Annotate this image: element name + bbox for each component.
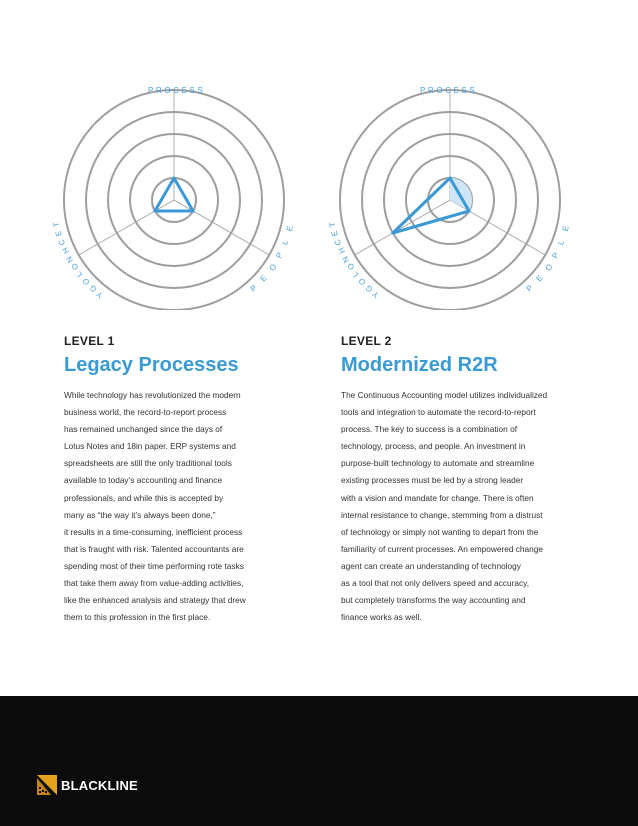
body-line: many as “the way it’s always been done,”: [64, 509, 216, 520]
axis-label-process: PROCESS: [420, 86, 478, 95]
level-2-body: [341, 387, 581, 626]
axis-label-letter: L: [350, 269, 361, 280]
body-line: The Continuous Accounting model utilizes individualized: [341, 390, 548, 400]
body-line: Lotus Notes and 18in paper. ERP systems and: [64, 441, 236, 452]
axis-label-letter: Y: [370, 288, 381, 300]
axis-label-letter: L: [74, 269, 85, 280]
axis-label-letter: O: [357, 276, 368, 287]
body-line: of technology or simply not wanting to depart from the: [341, 526, 539, 537]
level-1-body: [64, 387, 304, 626]
level-1-section: [64, 334, 304, 626]
axis-label-letter: G: [87, 282, 99, 294]
axis-label-letter: H: [60, 246, 71, 256]
body-line: that is fraught with risk. Talented accountants are: [64, 543, 244, 554]
body-line: tools and integration to automate the record-to-report: [341, 407, 536, 418]
body-line: that take them away from value-adding activities,: [64, 578, 244, 589]
body-line: like the enhanced analysis and strategy that drew: [64, 595, 246, 606]
body-line: While technology has revolutionized the modern: [64, 390, 241, 400]
axis-label-letter: G: [363, 282, 375, 294]
radar-chart-level-1: [34, 70, 314, 310]
axis-label-letter: O: [267, 262, 279, 273]
axis-label-people: [34, 70, 314, 310]
axis-label-letter: N: [340, 254, 352, 264]
axis-label-people: [310, 70, 590, 310]
body-line: spreadsheets are still the only traditional tools: [64, 458, 232, 469]
body-line: agent can create an understanding of technology: [341, 560, 521, 571]
level-2-title: Modernized R2R: [341, 354, 498, 376]
axis-label-letter: Y: [94, 288, 105, 300]
axis-label-letter: T: [51, 221, 61, 228]
body-line: professionals, and while this is accepted by: [64, 492, 224, 503]
axis-label-letter: O: [81, 276, 92, 287]
body-line: with a vision and mandate for change. There is often: [341, 492, 534, 503]
axis-label-letter: E: [258, 273, 270, 284]
axis-label-letter: H: [336, 246, 347, 256]
level-1-label: LEVEL 1: [64, 334, 115, 348]
axis-label-letter: P: [274, 250, 286, 260]
body-line: finance works as well.: [341, 612, 422, 623]
axis-label-letter: L: [556, 238, 567, 246]
body-line: business world, the record-to-report process: [64, 407, 227, 418]
body-line: internal resistance to change, stemming from a distrust: [341, 509, 543, 520]
axis-label-letter: P: [248, 283, 259, 294]
axis-label-letter: P: [524, 283, 535, 294]
axis-label-letter: N: [64, 254, 76, 264]
axis-label-letter: E: [561, 224, 572, 233]
axis-label-letter: C: [332, 237, 344, 247]
level-1-title: Legacy Processes: [64, 354, 239, 376]
blackline-logo-icon: [37, 775, 57, 795]
axis-label-letter: O: [345, 261, 357, 273]
axis-label-letter: E: [534, 273, 546, 284]
axis-label-letter: E: [329, 229, 340, 238]
body-line: them to this profession in the first place.: [64, 612, 211, 623]
radar-chart-level-2: [310, 70, 590, 310]
blackline-logo: [37, 774, 138, 796]
axis-label-letter: T: [327, 221, 337, 228]
body-line: available to today’s accounting and finance: [64, 475, 223, 486]
level-2-label: LEVEL 2: [341, 334, 392, 348]
footer-bar: [0, 696, 638, 826]
body-line: as a tool that not only delivers speed and accuracy,: [341, 578, 530, 589]
body-line: has remained unchanged since the days of: [64, 424, 223, 435]
body-line: spending most of their time performing rote tasks: [64, 560, 244, 571]
axis-label-letter: O: [69, 261, 81, 273]
body-line: familiarity of current processes. An empowered change: [341, 543, 543, 554]
body-line: process. The key to success is a combination of: [341, 424, 518, 435]
blackline-logo-text: BLACKLINE: [61, 777, 138, 793]
axis-label-letter: O: [543, 262, 555, 273]
axis-label-letter: C: [56, 237, 68, 247]
body-line: existing processes must be led by a strong leader: [341, 475, 524, 486]
axis-label-letter: P: [550, 250, 562, 260]
axis-label-letter: E: [53, 229, 64, 238]
body-line: purpose-built technology to automate and streamline: [341, 458, 535, 469]
body-line: but completely transforms the way accounting and: [341, 595, 526, 606]
axis-label-process: PROCESS: [148, 86, 206, 95]
body-line: technology, process, and people. An investment in: [341, 441, 526, 452]
body-line: it results in a time-consuming, inefficient process: [64, 526, 243, 537]
axis-label-letter: E: [285, 224, 296, 233]
level-2-section: [341, 334, 581, 626]
axis-label-letter: L: [280, 238, 291, 246]
